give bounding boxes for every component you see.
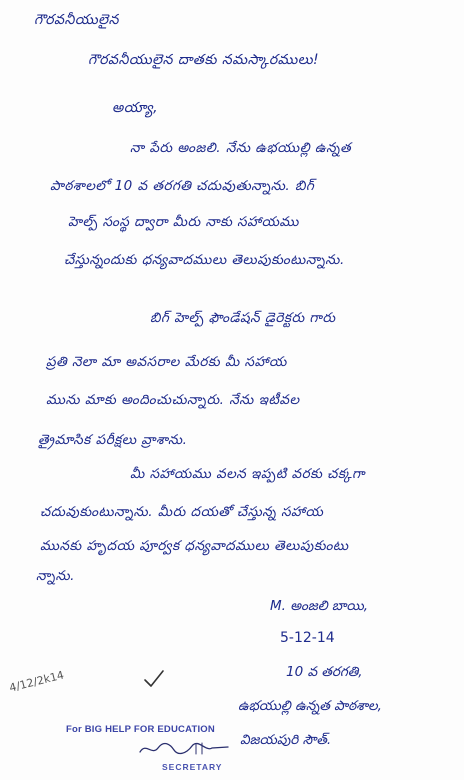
signer-name: M. అంజలి బాయి, (270, 598, 369, 614)
signer-class: 10 వ తరగతి, (286, 664, 363, 680)
paragraph2-line: ప్రతి నెలా మా అవసరాల మేరకు మీ సహాయ (46, 354, 287, 370)
organization-stamp (66, 718, 246, 778)
stamp-title-text: SECRETARY (162, 762, 223, 772)
letter-date: 5-12-14 (280, 630, 335, 646)
signer-school: ఉభయుల్లి ఉన్నత పాఠశాల, (238, 698, 382, 714)
paragraph1-line: నా పేరు అంజలి. నేను ఉభయుల్లి ఉన్నత (130, 140, 352, 156)
paragraph2-line: మును మాకు అందించుచున్నారు. నేను ఇటీవల (46, 392, 300, 408)
salutation: గౌరవనీయులైన (34, 12, 119, 28)
paragraph2-line: బిగ్ హెల్ప్ ఫౌండేషన్ డైరెక్టరు గారు (150, 310, 336, 326)
paragraph3-line: మీ సహాయము వలన ఇప్పటి వరకు చక్కగా (130, 466, 365, 482)
greeting: గౌరవనీయులైన దాతకు నమస్కారములు! (88, 52, 320, 68)
paragraph3-line: న్నాను. (36, 568, 75, 584)
paragraph3-line: మునకు హృదయ పూర్వక ధన్యవాదములు తెలుపుకుంటు (40, 538, 349, 554)
paragraph2-line: త్రైమాసిక పరీక్షలు వ్రాశాను. (38, 432, 188, 448)
stamp-organization-text: For BIG HELP FOR EDUCATION (66, 724, 215, 735)
paragraph1-line: పాఠశాలలో 10 వ తరగతి చదువుతున్నాను. బిగ్ (50, 178, 315, 194)
signature-scribble-icon (136, 738, 232, 760)
checkmark-icon (142, 668, 166, 690)
signer-place: విజయపురి సౌత్. (240, 732, 332, 748)
paragraph1-line: చేస్తున్నందుకు ధన్యవాదములు తెలుపుకుంటున్నాను. (64, 252, 345, 268)
paragraph1-line: హెల్ప్ సంస్థ ద్వారా మీరు నాకు సహాయము (68, 214, 299, 230)
respected-line: అయ్యా, (112, 100, 159, 116)
paragraph3-line: చదువుకుంటున్నాను. మీరు దయతో చేస్తున్న సహాయ (40, 504, 324, 520)
margin-date-note: 4/12/2k14 (8, 668, 66, 695)
